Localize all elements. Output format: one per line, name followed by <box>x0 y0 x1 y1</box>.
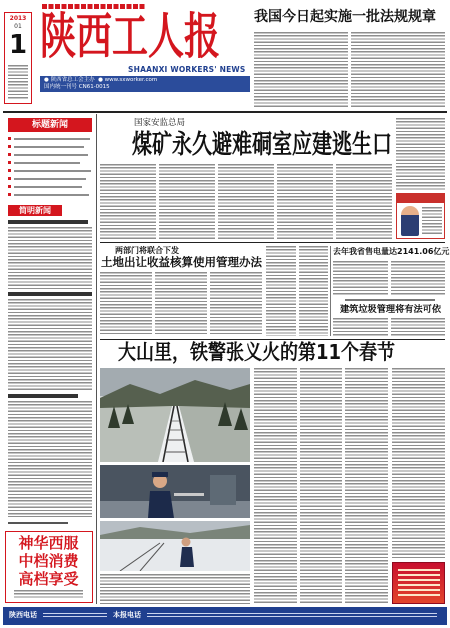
item-text <box>14 194 89 196</box>
publisher: 陕西省总工会主办 <box>50 77 95 83</box>
feature-headline: 大山里，铁警张义火的第11个春节 <box>118 340 396 365</box>
promo-ad-text <box>422 207 442 235</box>
brief-headline <box>8 220 88 224</box>
headline-news-label: 标题新闻 <box>8 118 92 132</box>
brief-body <box>8 299 92 391</box>
text-column <box>336 164 392 240</box>
suit-ad-line-2: 中档消费 <box>18 552 79 570</box>
lead-story-kicker: 国家安监总局 <box>134 118 186 128</box>
power-story-body <box>333 261 445 295</box>
power-story-headline: 去年我省售电量达2141.06亿元 <box>333 247 450 256</box>
column-divider <box>330 246 331 336</box>
bullet <box>8 177 11 180</box>
edition-year: 2013 <box>9 15 27 22</box>
text-column <box>333 318 388 337</box>
corner-ad-text <box>398 569 440 599</box>
bullet <box>8 161 11 164</box>
footer-bar <box>3 607 447 625</box>
text-column <box>391 261 446 295</box>
text-column <box>266 246 296 336</box>
item-text <box>14 178 86 180</box>
land-story-headline: 土地出让收益核算使用管理办法 <box>101 255 262 269</box>
text-column <box>299 246 329 336</box>
bullet <box>8 137 11 140</box>
item-text <box>14 186 82 188</box>
text-column <box>391 318 446 337</box>
item-text <box>14 162 80 164</box>
photo-railway-officer <box>100 465 250 518</box>
section-divider <box>100 242 445 243</box>
text-column <box>100 272 152 336</box>
text-column <box>159 164 215 240</box>
brief-news-label: 简明新闻 <box>8 205 62 216</box>
bullet <box>8 145 11 148</box>
promo-ad <box>396 193 445 239</box>
feature-body-last-column <box>392 368 445 558</box>
suit-ad-contact <box>14 590 83 599</box>
headline-news-item <box>8 192 92 198</box>
waste-story-kicker <box>345 299 435 301</box>
page-number: 1 <box>8 30 28 60</box>
text-column <box>351 32 445 108</box>
slogan-strip <box>42 4 146 9</box>
suit-ad <box>5 531 93 603</box>
text-column <box>277 164 333 240</box>
middle-story-body <box>266 246 328 336</box>
editor-credit <box>8 522 68 524</box>
headline-news-item <box>8 168 92 174</box>
footer-label-left: 陕西电话 <box>9 611 37 619</box>
lead-story-side-column <box>396 118 445 190</box>
land-story-body <box>100 272 262 336</box>
bullet <box>8 185 11 188</box>
footer-info-mid <box>147 613 437 619</box>
waste-story-body <box>333 318 445 337</box>
brief-body <box>8 401 92 517</box>
text-column <box>210 272 262 336</box>
masthead-info-bar <box>40 76 250 92</box>
top-story-headline: 我国今日起实施一批法规规章 <box>254 9 436 25</box>
photo-railway-tracks <box>100 368 250 462</box>
bullet <box>8 153 11 156</box>
suit-ad-line-3: 高档享受 <box>18 570 79 588</box>
text-column <box>345 368 388 604</box>
photo-caption <box>100 574 250 604</box>
footer-info-left <box>43 613 107 619</box>
headline-news-item <box>8 160 92 166</box>
bullet <box>8 193 11 196</box>
item-text <box>14 170 91 172</box>
top-story-body <box>254 32 445 108</box>
item-text <box>14 154 88 156</box>
brief-headline <box>8 292 92 296</box>
headline-news-item <box>8 144 92 150</box>
text-column <box>254 368 297 604</box>
promo-ad-banner <box>397 194 444 203</box>
website: www.sxworker.com <box>104 77 158 83</box>
text-column <box>254 32 348 108</box>
headline-news-item <box>8 136 92 142</box>
corner-ad <box>392 562 445 604</box>
promo-ad-figure <box>401 206 419 236</box>
issn: 国内统一刊号 CN61-0015 <box>44 84 110 90</box>
land-story-kicker: 两部门将联合下发 <box>115 246 179 255</box>
bullet <box>8 169 11 172</box>
masthead-divider <box>3 111 447 113</box>
sidebar-divider <box>96 114 97 604</box>
lead-story-headline: 煤矿永久避难硐室应建逃生口 <box>132 128 392 160</box>
edition-details <box>8 65 28 99</box>
masthead-english: SHAANXI WORKERS' NEWS <box>128 65 246 74</box>
brief-headline <box>8 394 78 398</box>
headline-news-item <box>8 152 92 158</box>
edition-month: 01 <box>14 23 22 30</box>
photo-officer-in-snow <box>100 521 250 571</box>
masthead-title: 陕西工人报 <box>40 9 221 66</box>
info-line-1: ● 陕西省总工会主办 ● www.sxworker.com <box>44 77 158 83</box>
headline-news-item <box>8 176 92 182</box>
text-column <box>333 261 388 295</box>
headline-news-item <box>8 184 92 190</box>
text-column <box>300 368 343 604</box>
item-text <box>14 138 90 140</box>
item-text <box>14 146 84 148</box>
footer-label-mid: 本报电话 <box>113 611 141 619</box>
text-column <box>218 164 274 240</box>
waste-story-headline: 建筑垃圾管理将有法可依 <box>340 304 442 315</box>
info-line-2 <box>44 84 246 91</box>
lead-story-body <box>100 164 392 240</box>
suit-ad-line-1: 神华西服 <box>18 534 79 552</box>
brief-body <box>8 227 92 289</box>
text-column <box>100 164 156 240</box>
text-column <box>155 272 207 336</box>
feature-body <box>254 368 388 604</box>
edition-box <box>4 12 32 104</box>
